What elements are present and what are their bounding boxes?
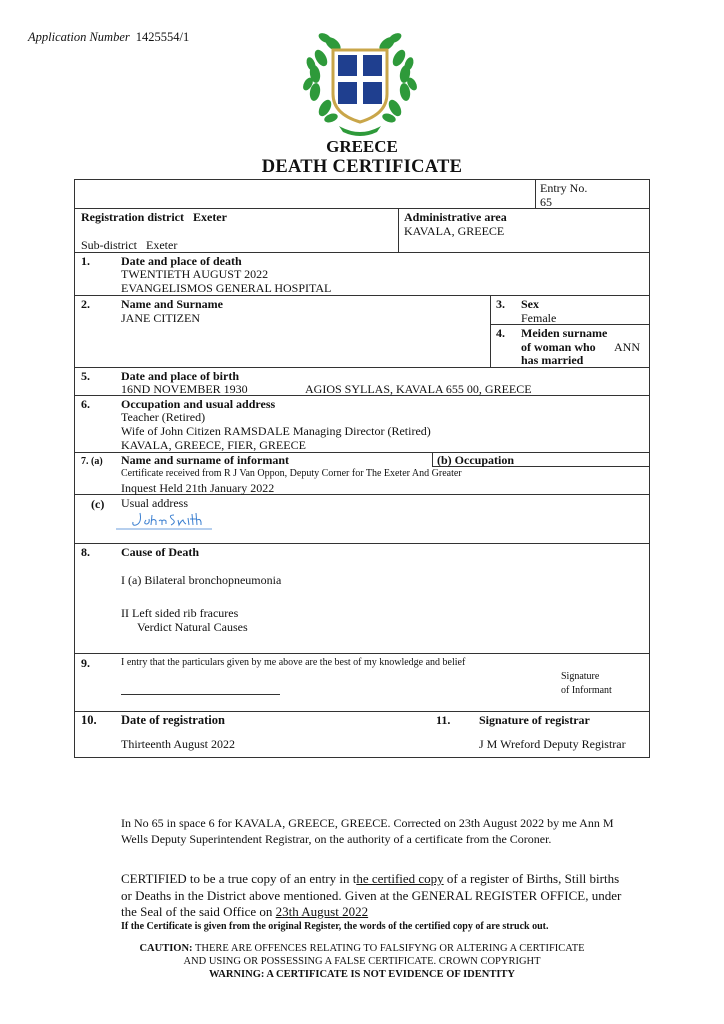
field-5-number: 5. <box>81 369 90 383</box>
certified-line-2: or Deaths in the District above mentioned. Given at the GENERAL REGISTER OFFICE, under <box>121 888 622 903</box>
divider <box>398 208 399 252</box>
informant-line-2: Inquest Held 21th January 2022 <box>121 481 275 495</box>
divider <box>74 252 650 253</box>
field-11-number: 11. <box>436 713 451 727</box>
application-number-label: Application Number <box>28 30 130 44</box>
registration-date-label: Date of registration <box>121 713 225 727</box>
birth-place: AGIOS SYLLAS, KAVALA 655 00, GREECE <box>305 382 532 396</box>
informant-signature <box>116 509 212 531</box>
registration-district: Registration district Exeter <box>81 210 227 224</box>
correction-note-line-1: In No 65 in space 6 for KAVALA, GREECE, GREECE. Corrected on 23th August 2022 by me Ann M <box>121 816 614 830</box>
cause-3: Verdict Natural Causes <box>137 620 248 634</box>
cause-label: Cause of Death <box>121 545 199 559</box>
cause-1: I (a) Bilateral bronchopneumonia <box>121 573 282 587</box>
maiden-value: ANN <box>614 340 640 354</box>
death-place: EVANGELISMOS GENERAL HOSPITAL <box>121 281 332 295</box>
registration-date-value: Thirteenth August 2022 <box>121 737 235 751</box>
field-1-number: 1. <box>81 254 90 268</box>
warning-line: WARNING: A CERTIFICATE IS NOT EVIDENCE OF IDENTITY <box>208 969 516 980</box>
certified-footnote: If the Certificate is given from the original Register, the words of the certified copy of are struck out. <box>121 921 549 932</box>
sex-value: Female <box>521 311 557 325</box>
field-7-number: 7. (a) <box>81 456 103 467</box>
greek-coat-of-arms-icon <box>303 28 417 138</box>
occupation-label: Occupation and usual address <box>121 397 276 411</box>
divider <box>490 295 491 367</box>
divider <box>74 543 650 544</box>
maiden-label-1: Meiden surname <box>521 326 608 340</box>
birth-label: Date and place of birth <box>121 369 239 383</box>
divider <box>432 452 433 466</box>
occupation-line-2: Wife of John Citizen RAMSDALE Managing Director (Retired) <box>121 424 431 438</box>
death-date-place-label: Date and place of death <box>121 254 242 268</box>
name-value: JANE CITIZEN <box>121 311 200 325</box>
signature-line <box>121 694 280 695</box>
signature-label-1: Signature <box>561 671 600 682</box>
divider <box>74 208 650 209</box>
signature-label-2: of Informant <box>561 685 612 696</box>
divider <box>74 295 650 296</box>
field-6-number: 6. <box>81 397 90 411</box>
divider <box>74 653 650 654</box>
application-number <box>28 30 189 45</box>
maiden-label-2: of woman who <box>521 340 596 354</box>
divider <box>490 324 650 325</box>
name-label: Name and Surname <box>121 297 224 311</box>
field-9-number: 9. <box>81 656 90 670</box>
field-3-number: 3. <box>496 297 505 311</box>
field-2-number: 2. <box>81 297 90 311</box>
sex-label: Sex <box>521 297 539 311</box>
death-date: TWENTIETH AUGUST 2022 <box>121 267 269 281</box>
certified-line-1: CERTIFIED to be a true copy of an entry in the certified copy of a register of Births, Still births <box>121 871 620 886</box>
country-title: GREECE <box>326 137 398 156</box>
cause-2: II Left sided rib fracures <box>121 606 239 620</box>
maiden-label-3: has married <box>521 353 584 367</box>
sub-district: Sub-district Exeter <box>81 238 178 252</box>
divider <box>74 367 650 368</box>
admin-area-value: KAVALA, GREECE <box>404 224 505 238</box>
registrar-signature-value: J M Wreford Deputy Registrar <box>479 737 626 751</box>
field-8-number: 8. <box>81 545 90 559</box>
certified-line-3: the Seal of the said Office on 23th August 2022 <box>121 904 369 919</box>
occupation-line-3: KAVALA, GREECE, FIER, GREECE <box>121 438 306 452</box>
divider <box>74 711 650 712</box>
caution-line-1: CAUTION: THERE ARE OFFENCES RELATING TO FALSIFYNG OR ALTERING A CERTIFICATE <box>139 943 585 954</box>
document-title: DEATH CERTIFICATE <box>261 157 463 177</box>
informant-occupation-label: (b) Occupation <box>437 453 515 467</box>
field-10-number: 10. <box>81 713 97 727</box>
divider <box>535 179 536 208</box>
entry-no-value: 65 <box>540 195 552 209</box>
registrar-signature-label: Signature of registrar <box>479 713 590 727</box>
informant-label: Name and surname of informant <box>121 453 289 467</box>
field-4-number: 4. <box>496 326 505 340</box>
informant-declaration: I entry that the particulars given by me above are the best of my knowledge and belief <box>121 657 466 668</box>
birth-date: 16ND NOVEMBER 1930 <box>121 382 248 396</box>
field-7c-number: (c) <box>91 497 105 511</box>
informant-line-1: Certificate received from R J Van Oppon, Deputy Corner for The Exeter And Greater <box>121 468 462 479</box>
occupation-line-1: Teacher (Retired) <box>121 410 206 424</box>
entry-no-label: Entry No. <box>540 181 588 195</box>
admin-area-label: Administrative area <box>404 210 507 224</box>
usual-address-label: Usual address <box>121 496 188 510</box>
application-number-value: 1425554/1 <box>135 30 190 44</box>
caution-line-2: AND USING OR POSSESSING A FALSE CERTIFICATE. CROWN COPYRIGHT <box>183 956 541 967</box>
correction-note-line-2: Wells Deputy Superintendent Registrar, on the authority of a certificate from the Coroner. <box>121 832 552 846</box>
